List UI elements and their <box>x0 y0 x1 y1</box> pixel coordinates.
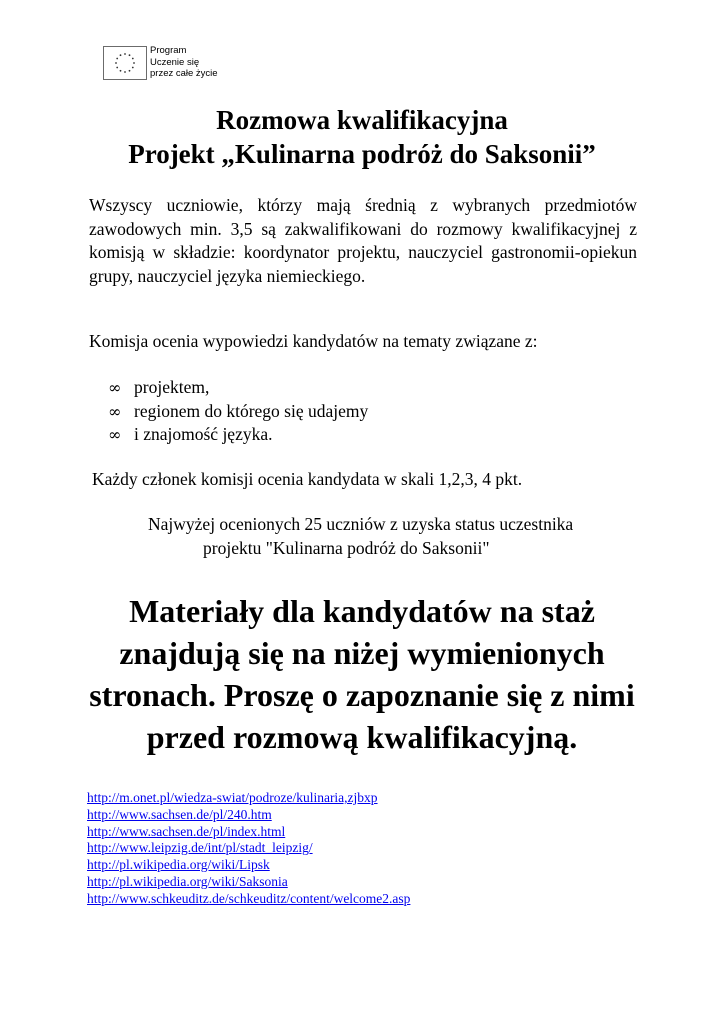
link-leipzig[interactable]: http://www.leipzig.de/int/pl/stadt_leipzig/ <box>87 840 313 856</box>
selection-line-2: projektu "Kulinarna podróż do Saksonii" <box>203 537 490 558</box>
list-item <box>108 423 368 447</box>
logo-line-2: Uczenie się <box>150 56 200 68</box>
scoring-paragraph: Każdy członek komisji ocenia kandydata w skali 1,2,3, 4 pkt. <box>92 469 523 489</box>
topic-text: regionem do którego się udajemy <box>134 400 369 421</box>
infinity-bullet-icon: ∞ <box>108 425 122 444</box>
materials-line-4: przed rozmową kwalifikacyjną. <box>146 719 578 755</box>
logo-line-3: przez całe życie <box>150 68 218 79</box>
materials-line-3: stronach. Proszę o zapoznanie się z nimi <box>89 677 635 713</box>
list-item <box>87 790 410 807</box>
topic-text: i znajomość języka. <box>134 424 273 444</box>
materials-line-1: Materiały dla kandydatów na staż <box>129 593 595 629</box>
list-item <box>87 840 410 857</box>
intro-paragraph: Wszyscy uczniowie, którzy mają średnią z wybranych przedmiotów zawodowych min. 3,5 są zakwalifikowani do rozmowy kwalifikacyjnej z komisją w składzie: koordynator projektu, nauczyciel gastronomii-opiekun grupy, nauczyciel języka niemieckiego. <box>89 195 637 286</box>
list-item <box>87 874 410 891</box>
eu-flag-icon <box>103 46 147 80</box>
link-wiki-lipsk[interactable]: http://pl.wikipedia.org/wiki/Lipsk <box>87 857 270 873</box>
list-item <box>108 376 368 400</box>
project-title: Projekt „Kulinarna podróż do Saksonii” <box>128 139 596 169</box>
materials-heading <box>0 590 724 758</box>
page-title: Rozmowa kwalifikacyjna <box>216 105 508 135</box>
link-wiki-saksonia[interactable]: http://pl.wikipedia.org/wiki/Saksonia <box>87 873 288 889</box>
link-schkeuditz[interactable]: http://www.schkeuditz.de/schkeuditz/content/welcome2.asp <box>87 890 411 906</box>
program-logo <box>103 46 218 80</box>
infinity-bullet-icon: ∞ <box>108 378 122 397</box>
list-item <box>108 400 368 424</box>
eu-stars-icon <box>104 47 146 79</box>
list-item <box>87 824 410 841</box>
topics-list <box>108 376 368 447</box>
logo-caption <box>150 45 218 80</box>
link-sachsen-index[interactable]: http://www.sachsen.de/pl/index.html <box>87 823 286 839</box>
list-item <box>87 807 410 824</box>
infinity-bullet-icon: ∞ <box>108 401 122 421</box>
list-item <box>87 891 410 908</box>
selection-line-1: Najwyżej ocenionych 25 uczniów z uzyska status uczestnika <box>148 514 574 534</box>
links-list <box>87 790 410 908</box>
materials-line-2: znajdują się na niżej wymienionych <box>119 635 605 671</box>
topic-text: projektem, <box>134 377 210 397</box>
commission-paragraph: Komisja ocenia wypowiedzi kandydatów na tematy związane z: <box>89 331 538 351</box>
link-onet[interactable]: http://m.onet.pl/wiedza-swiat/podroze/kulinaria,zjbxp <box>87 790 378 805</box>
list-item <box>87 857 410 874</box>
link-sachsen-240[interactable]: http://www.sachsen.de/pl/240.htm <box>87 806 272 822</box>
logo-line-1: Program <box>150 45 187 56</box>
selection-paragraph <box>148 513 573 560</box>
